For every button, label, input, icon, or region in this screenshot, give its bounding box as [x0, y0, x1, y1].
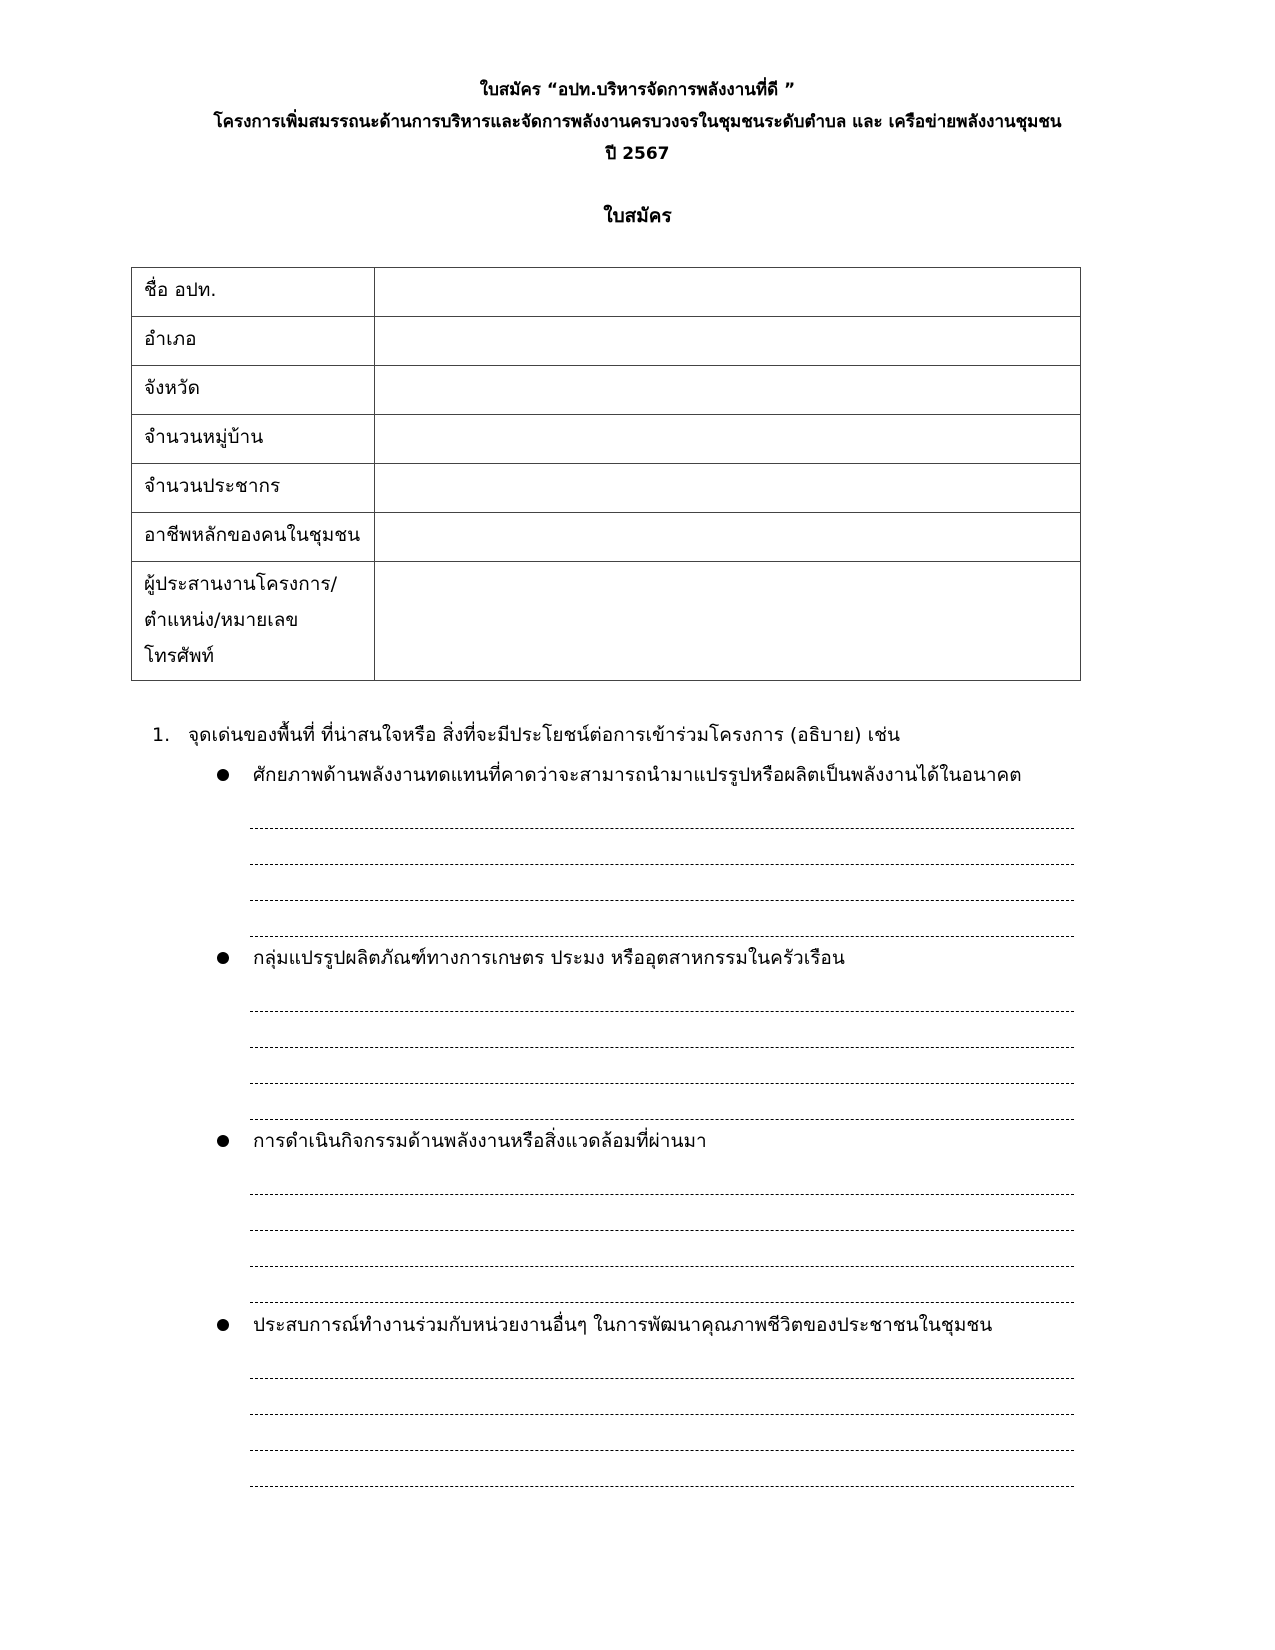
bullet-icon: [217, 1319, 229, 1331]
question-text: จุดเด่นของพื้นที่ ที่น่าสนใจหรือ สิ่งที่จะมีประโยชน์ต่อการเข้าร่วมโครงการ (อธิบาย) เช่น: [188, 724, 900, 746]
form-title: ใบสมัคร: [603, 205, 672, 227]
district-field[interactable]: [375, 317, 1081, 366]
answer-line[interactable]: [250, 1048, 1074, 1084]
header-project: โครงการเพิ่มสมรรถนะด้านการบริหารและจัดการพลังงานครบวงจรในชุมชนระดับตำบล และ เครือข่ายพลังงานชุมชน: [213, 112, 1062, 132]
bullet-icon: [217, 952, 229, 964]
answer-line[interactable]: [250, 1159, 1074, 1195]
bullet-icon: [217, 1135, 229, 1147]
answer-line[interactable]: [250, 793, 1074, 829]
answer-line[interactable]: [250, 1451, 1074, 1487]
answer-line[interactable]: [250, 1379, 1074, 1415]
province-field[interactable]: [375, 366, 1081, 415]
bullet-text: ประสบการณ์ทำงานร่วมกับหน่วยงานอื่นๆ ในการพัฒนาคุณภาพชีวิตของประชาชนในชุมชน: [253, 1314, 993, 1336]
bullet-section: [214, 940, 1074, 1120]
answer-line[interactable]: [250, 976, 1074, 1012]
answer-line[interactable]: [250, 901, 1074, 937]
population-field[interactable]: [375, 464, 1081, 513]
row-label: จำนวนหมู่บ้าน: [132, 415, 375, 464]
answer-line[interactable]: [250, 1012, 1074, 1048]
row-label: อาชีพหลักของคนในชุมชน: [132, 513, 375, 562]
bullet-text: ศักยภาพด้านพลังงานทดแทนที่คาดว่าจะสามารถนำมาแปรรูปหรือผลิตเป็นพลังงานได้ในอนาคต: [253, 764, 1022, 786]
bullet-icon: [217, 769, 229, 781]
row-label: ผู้ประสานงานโครงการ/ ตำแหน่ง/หมายเลข โทรศัพท์: [132, 562, 375, 681]
row-label: อำเภอ: [132, 317, 375, 366]
villages-field[interactable]: [375, 415, 1081, 464]
table-row: [132, 415, 1081, 464]
question-1: [152, 720, 900, 750]
answer-line[interactable]: [250, 1267, 1074, 1303]
header-title: ใบสมัคร “อปท.บริหารจัดการพลังงานที่ดี ”: [479, 80, 796, 100]
table-row: [132, 464, 1081, 513]
row-label: จังหวัด: [132, 366, 375, 415]
table-row: [132, 317, 1081, 366]
answer-line[interactable]: [250, 1231, 1074, 1267]
answer-line[interactable]: [250, 1084, 1074, 1120]
coordinator-field[interactable]: [375, 562, 1081, 681]
name-field[interactable]: [375, 268, 1081, 317]
bullet-section: [214, 1123, 1074, 1303]
answer-line[interactable]: [250, 1415, 1074, 1451]
bullet-text: การดำเนินกิจกรรมด้านพลังงานหรือสิ่งแวดล้อมที่ผ่านมา: [253, 1130, 707, 1152]
bullet-section: [214, 1307, 1074, 1487]
bullet-text: กลุ่มแปรรูปผลิตภัณฑ์ทางการเกษตร ประมง หรืออุตสาหกรรมในครัวเรือน: [253, 947, 845, 969]
table-row: [132, 513, 1081, 562]
question-number: 1.: [152, 724, 171, 746]
table-row: [132, 366, 1081, 415]
answer-line[interactable]: [250, 829, 1074, 865]
table-row: [132, 562, 1081, 681]
answer-line[interactable]: [250, 1343, 1074, 1379]
row-label: ชื่อ อปท.: [132, 268, 375, 317]
answer-line[interactable]: [250, 865, 1074, 901]
header-year: ปี 2567: [605, 144, 670, 164]
row-label: จำนวนประชากร: [132, 464, 375, 513]
bullet-section: [214, 757, 1074, 937]
table-row: [132, 268, 1081, 317]
applicant-info-table: [131, 267, 1081, 681]
occupation-field[interactable]: [375, 513, 1081, 562]
answer-line[interactable]: [250, 1195, 1074, 1231]
